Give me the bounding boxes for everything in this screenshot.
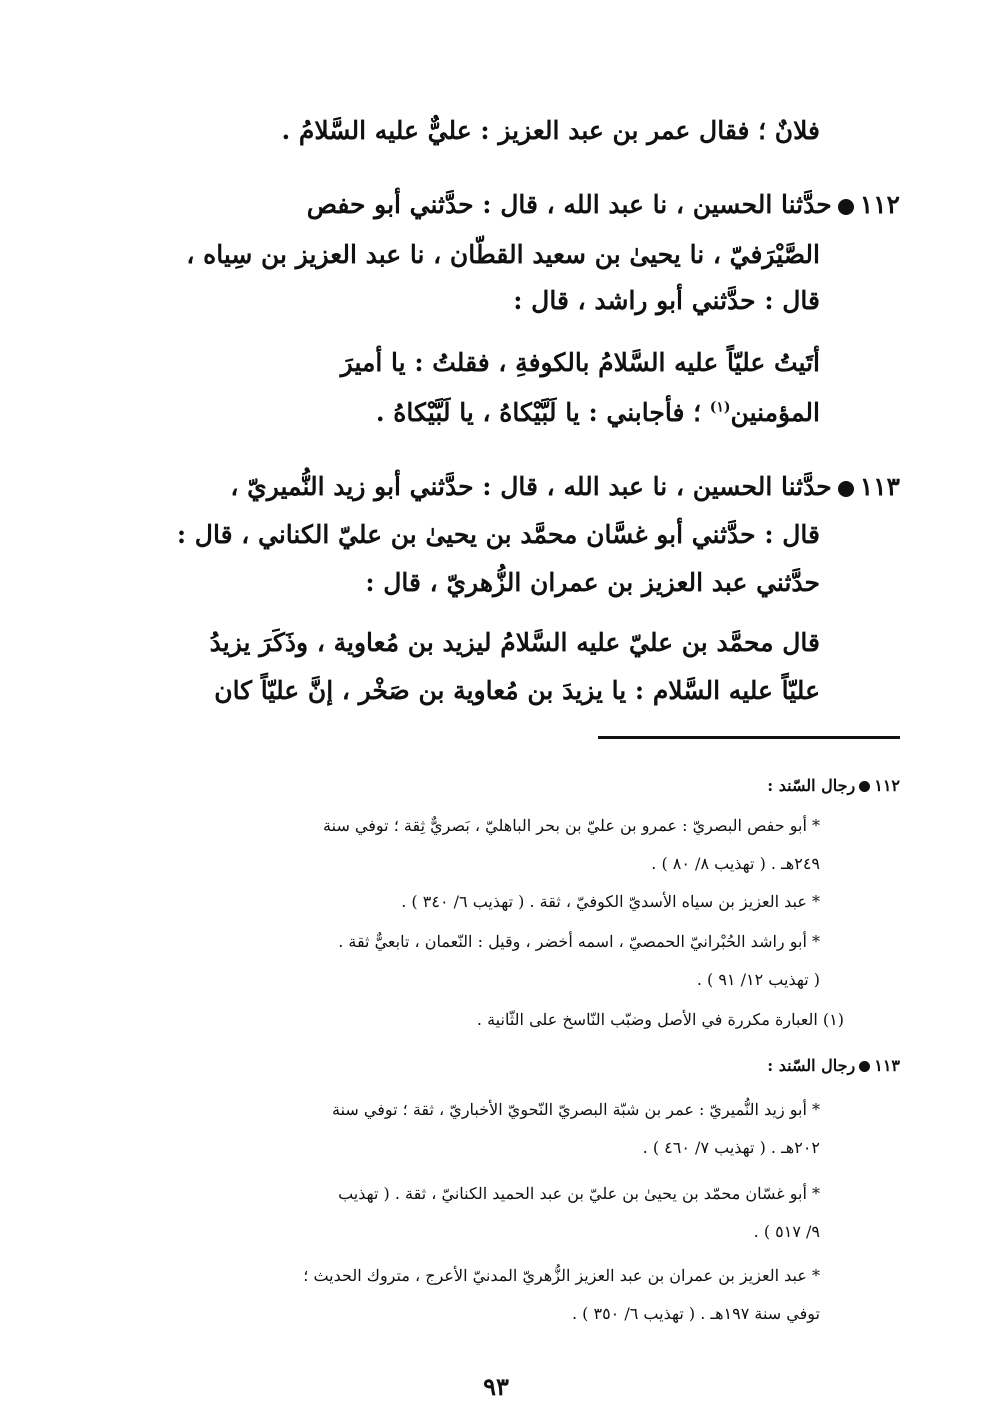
hadith-112-line-3 [513, 288, 820, 313]
fn-112-number: ١١٢ [874, 776, 900, 795]
hadith-113-isnad-3: حدَّثني عبد العزيز بن عمران الزُّهريّ ، قال : [365, 568, 820, 597]
hadith-113-number: ١١٣ [859, 472, 900, 501]
fn-112-heading-text: رجال السّند : [767, 776, 856, 795]
page-number: ٩٣ [483, 1372, 509, 1401]
fn-112-note-1b-text: ٢٤٩هـ . ( تهذيب ٨/ ٨٠ ) . [651, 854, 820, 873]
fn-113-heading [767, 1058, 900, 1074]
fn-112-note-3b [697, 972, 820, 988]
hadith-112-matn-line-1: أتَيتُ عليّاً عليه السَّلامُ بالكوفةِ ، فقلتُ : يا أميرَ [340, 348, 820, 377]
hadith-112-matn-2 [376, 400, 820, 425]
fn-113-note-1a-text: * أبو زيد النُّميريّ : عمر بن شبّة البصريّ النّحويّ الأخباريّ ، ثقة ؛ توفي سنة [331, 1100, 820, 1119]
hadith-112-isnad-3: قال : حدَّثني أبو راشد ، قال : [513, 286, 820, 315]
fn-112-note-1a [323, 818, 820, 834]
hadith-113-matn-line-2: عليّاً عليه السَّلام : يا يزيدَ بن مُعاوية بن صَخْر ، إنَّ عليّاً كان [214, 676, 820, 705]
fn-112-note-1b [651, 856, 820, 872]
hadith-113-matn-line-1: قال محمَّد بن عليّ عليه السَّلامُ ليزيد بن مُعاوية ، وذَكَرَ يزيدُ [209, 628, 820, 657]
hadith-112-isnad-2: الصَّيْرَفيّ ، نا يحيىٰ بن سعيد القطّان ، نا عبد العزيز بن سِياه ، [186, 240, 820, 269]
hadith-112-matn-2a: المؤمنين [730, 398, 820, 427]
intro-text: فلانٌ ؛ فقال عمر بن عبد العزيز : عليٌّ عليه السَّلامُ . [281, 116, 820, 145]
fn-113-note-3a-text: * عبد العزيز بن عمران بن عبد العزيز الزُّهريّ المدنيّ الأعرج ، متروك الحديث ؛ [303, 1266, 820, 1285]
hadith-113-matn-1 [210, 630, 820, 655]
fn-113-note-1b-text: ٢٠٢هـ . ( تهذيب ٧/ ٤٦٠ ) . [642, 1138, 820, 1157]
hadith-112-number: ١١٢ [859, 190, 900, 219]
fn-113-note-2a-text: * أبو غسّان محمّد بن يحيىٰ بن عليّ بن عبد الحميد الكنانيّ ، ثقة . ( تهذيب [338, 1184, 820, 1203]
footnote-ref-1: (١) [709, 399, 731, 416]
fn-113-number: ١١٣ [874, 1056, 900, 1075]
hadith-113-isnad-2: قال : حدَّثني أبو غسَّان محمَّد بن يحيىٰ بن عليّ الكناني ، قال : [176, 520, 820, 549]
fn-113-note-3b-text: توفي سنة ١٩٧هـ . ( تهذيب ٦/ ٣٥٠ ) . [571, 1304, 820, 1323]
fn-113-note-2a [338, 1186, 820, 1202]
fn-112-note-3a-text: * أبو راشد الحُبْرانيّ الحمصيّ ، اسمه أخضر ، وقيل : النّعمان ، تابعيٌّ ثقة . [338, 932, 820, 951]
fn-note-1 [477, 1012, 844, 1028]
intro-line [281, 118, 820, 143]
fn-113-note-1b [643, 1140, 820, 1156]
bullet-icon [838, 481, 854, 497]
bullet-icon [859, 1061, 870, 1072]
fn-112-note-3b-text: ( تهذيب ١٢/ ٩١ ) . [696, 970, 820, 989]
hadith-113-line-2 [177, 522, 820, 547]
hadith-113-matn-2 [214, 678, 820, 703]
fn-113-heading-text: رجال السّند : [767, 1056, 856, 1075]
fn-113-note-1a [332, 1102, 820, 1118]
fn-113-note-3b [572, 1306, 820, 1322]
fn-112-note-1a-text: * أبو حفص البصريّ : عمرو بن عليّ بن بحر الباهليّ ، بَصريٌّ ثِقة ؛ توفي سنة [323, 816, 820, 835]
fn-112-heading [767, 778, 900, 794]
hadith-113-line-3 [365, 570, 820, 595]
fn-112-note-2-text: * عبد العزيز بن سياه الأسديّ الكوفيّ ، ثقة . ( تهذيب ٦/ ٣٤٠ ) . [401, 892, 820, 911]
fn-note-1-text: (١) العبارة مكررة في الأصل وضبّب النّاسخ على الثّانية . [476, 1010, 844, 1029]
fn-113-note-2b-text: ٩/ ٥١٧ ) . [753, 1222, 820, 1241]
hadith-112-line-2 [186, 242, 820, 267]
hadith-112-isnad-1: حدَّثنا الحسين ، نا عبد الله ، قال : حدَّثني أبو حفص [306, 190, 832, 219]
bullet-icon [838, 199, 854, 215]
fn-112-note-2 [401, 894, 820, 910]
footnote-separator [598, 736, 900, 739]
bullet-icon [859, 781, 870, 792]
hadith-113-isnad-1: حدَّثنا الحسين ، نا عبد الله ، قال : حدَّثني أبو زيد النُّميريّ ، [230, 472, 832, 501]
hadith-113-line-1 [230, 474, 900, 499]
fn-112-note-3a [338, 934, 820, 950]
fn-113-note-3a [303, 1268, 820, 1284]
hadith-112-matn-1 [341, 350, 820, 375]
hadith-112-line-1 [307, 192, 900, 217]
hadith-112-matn-2b: ؛ فأجابني : يا لَبَّيْكاهُ ، يا لَبَّيْكاهُ . [375, 398, 710, 427]
fn-113-note-2b [754, 1224, 820, 1240]
